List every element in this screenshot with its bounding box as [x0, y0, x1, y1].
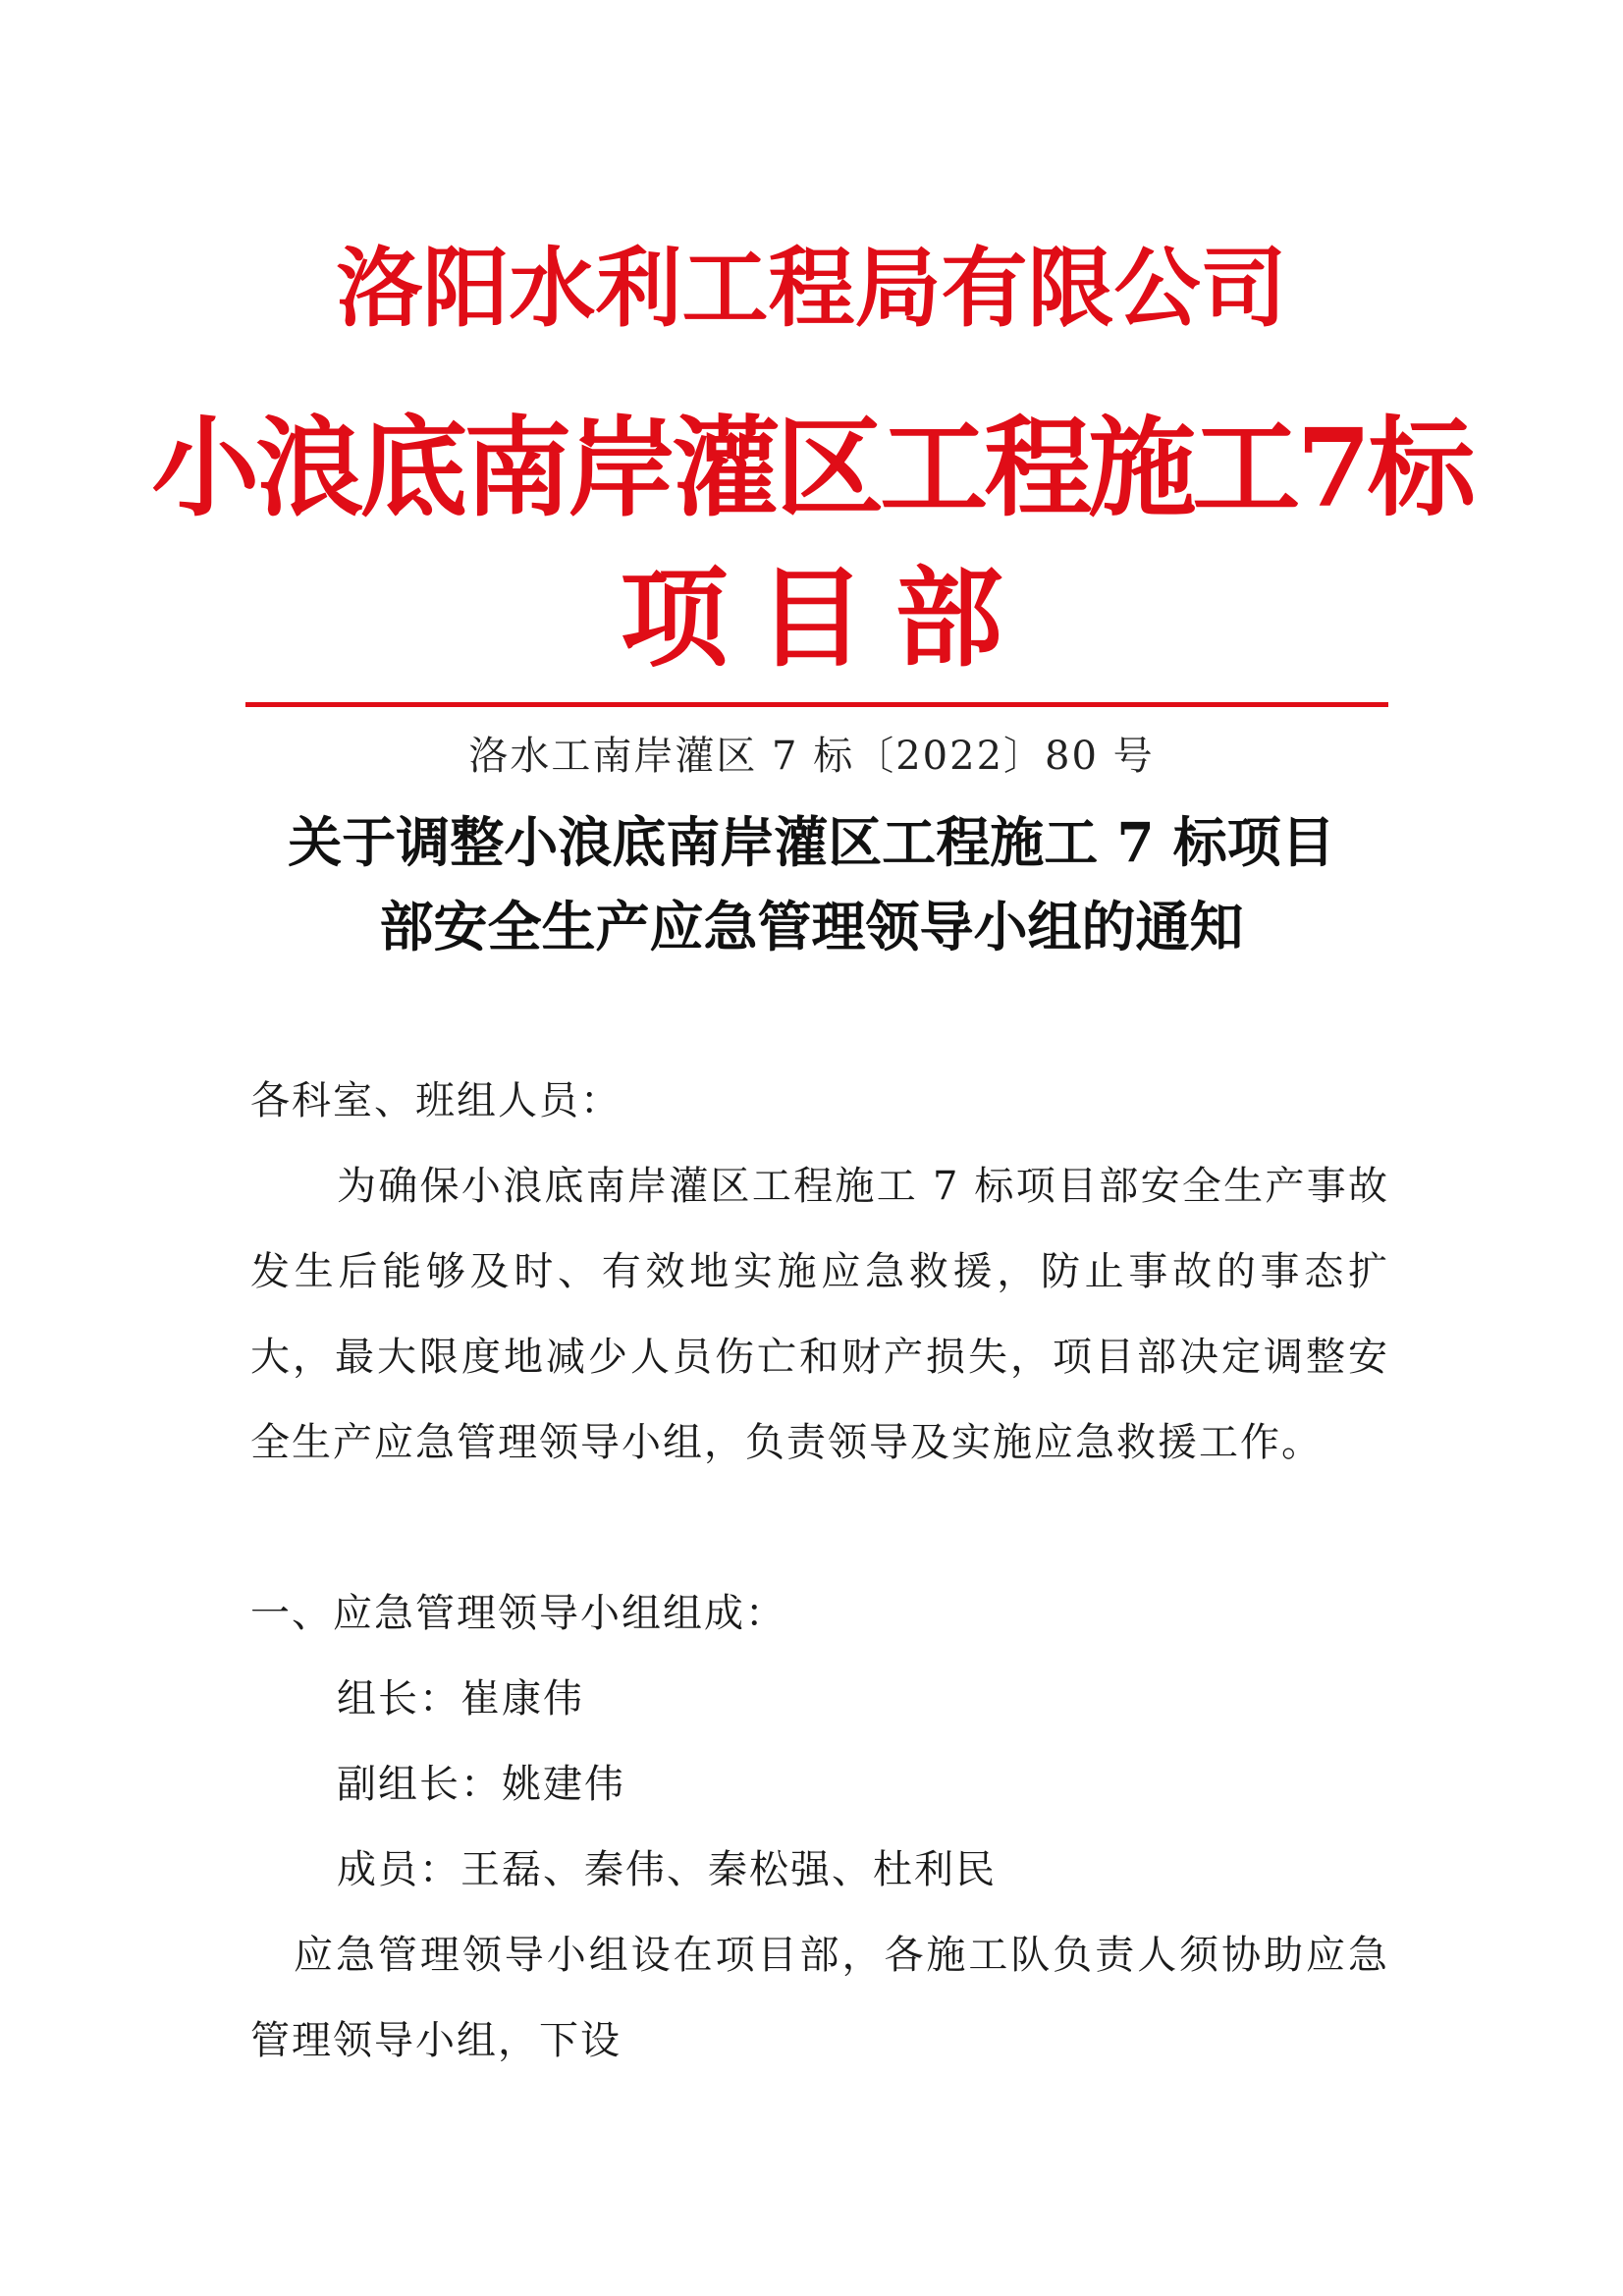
- section-heading-1: 一、应急管理领导小组组成：: [250, 1591, 786, 1636]
- group-leader: 组长：崔康伟: [337, 1676, 584, 1722]
- deputy-group-leader: 副组长：姚建伟: [337, 1762, 625, 1807]
- group-members: 成员：王磊、秦伟、秦松强、杜利民: [337, 1847, 997, 1892]
- document-number: 洛水工南岸灌区 7 标〔2022〕80 号: [468, 734, 1155, 779]
- salutation: 各科室、班组人员：: [250, 1078, 622, 1123]
- document-title-line1: 关于调整小浪底南岸灌区工程施工 7 标项目: [288, 810, 1335, 874]
- header-divider: [245, 702, 1388, 707]
- department-name-line1: 小浪底南岸灌区工程施工7标: [151, 405, 1472, 531]
- body-paragraph-2: 应急管理领导小组设在项目部，各施工队负责人须协助应急管理领导小组，下设: [250, 1933, 1389, 2063]
- body-paragraph-1: 为确保小浪底南岸灌区工程施工 7 标项目部安全生产事故发生后能够及时、有效地实施应急救援，防止事故的事态扩大，最大限度地减少人员伤亡和财产损失，项目部决定调整安全生产应急管理领导小组，负责领导及实施应急救援工作。: [250, 1164, 1389, 1465]
- document-title: [236, 800, 1387, 969]
- organization-name: 洛阳水利工程局有限公司: [336, 237, 1287, 339]
- document-title-line2: 部安全生产应急管理领导小组的通知: [379, 895, 1244, 958]
- department-name-line2: 项目部: [620, 555, 1033, 682]
